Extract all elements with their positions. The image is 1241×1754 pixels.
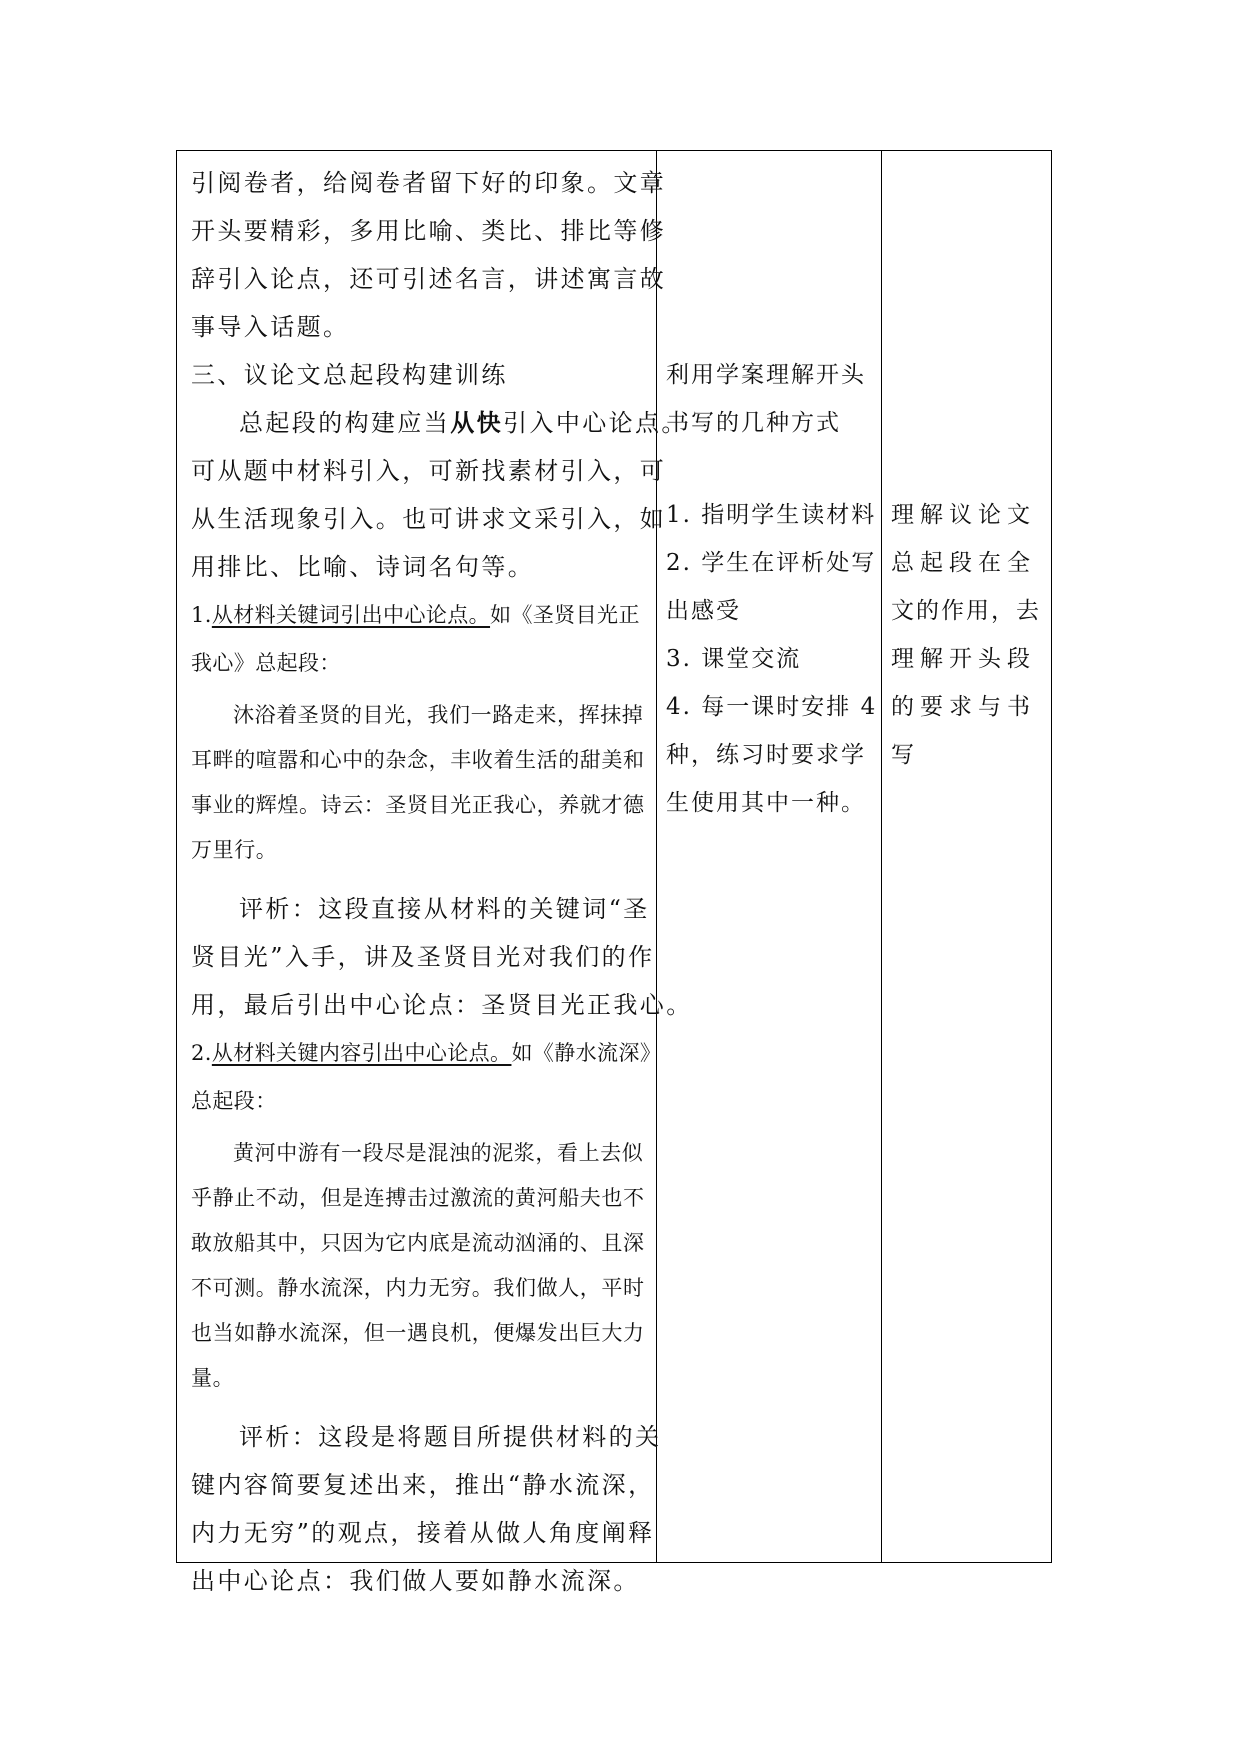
- activity-line: 书写的几种方式: [666, 410, 841, 436]
- activity-cell-steps: [666, 491, 876, 827]
- column-divider: [656, 151, 657, 1562]
- activity-line: 1. 指明学生读材料: [666, 502, 877, 528]
- analysis-line: 评析：这段是将题目所提供材料的关: [239, 1423, 662, 1451]
- example-line: 不可测。静水流深，内力无穷。我们做人，平时: [191, 1276, 645, 1300]
- intent-line: 的要求与书: [891, 694, 1036, 720]
- emphasis-text: 从快: [450, 408, 504, 437]
- design-intent-cell: [891, 491, 1041, 779]
- text-line: 可从题中材料引入，可新找素材引入，可: [191, 457, 667, 485]
- lesson-plan-table: [176, 150, 1052, 1595]
- activity-line: 出感受: [666, 598, 741, 624]
- activity-line: 2. 学生在评析处写: [666, 550, 877, 576]
- text-line: 事导入话题。: [191, 313, 350, 341]
- item-heading: 2.从材料关键内容引出中心论点。如《静水流深》: [191, 1041, 662, 1065]
- section-title: 三、议论文总起段构建训练: [191, 361, 508, 389]
- text-line: 辞引入论点，还可引述名言，讲述寓言故: [191, 265, 667, 293]
- example-line: 量。: [191, 1366, 235, 1390]
- example-line: 黄河中游有一段尽是混浊的泥浆，看上去似: [233, 1141, 644, 1165]
- activity-line: 4. 每一课时安排 4: [666, 694, 878, 720]
- underlined-heading: 从材料关键词引出中心论点。: [211, 603, 491, 627]
- text-line: 总起段：: [191, 1089, 277, 1113]
- text-line: 总起段的构建应当从快引入中心论点。: [239, 408, 688, 437]
- intent-line: 总起段在全: [891, 550, 1036, 576]
- analysis-line: 评析：这段直接从材料的关键词“圣: [239, 895, 650, 923]
- example-line: 乎静止不动，但是连搏击过激流的黄河船夫也不: [191, 1186, 645, 1210]
- analysis-line: 内力无穷”的观点，接着从做人角度阐释: [191, 1519, 655, 1547]
- analysis-line: 用，最后引出中心论点：圣贤目光正我心。: [191, 991, 693, 1019]
- text-line: 引阅卷者，给阅卷者留下好的印象。文章: [191, 169, 667, 197]
- underlined-heading: 从材料关键内容引出中心论点。: [211, 1041, 512, 1065]
- text-line: 用排比、比喻、诗词名句等。: [191, 553, 535, 581]
- intent-line: 理解开头段: [891, 646, 1036, 672]
- text-line: 从生活现象引入。也可讲求文采引入，如: [191, 505, 667, 533]
- activity-line: 种，练习时要求学: [666, 742, 866, 768]
- intent-line: 理解议论文: [891, 502, 1036, 528]
- intent-line: 文的作用，去: [891, 598, 1041, 624]
- example-line: 耳畔的喧嚣和心中的杂念，丰收着生活的甜美和: [191, 748, 645, 772]
- column-divider: [881, 151, 882, 1562]
- example-line: 万里行。: [191, 838, 278, 862]
- activity-cell-top: [666, 351, 876, 447]
- activity-line: 生使用其中一种。: [666, 790, 866, 816]
- text-line: 开头要精彩，多用比喻、类比、排比等修: [191, 217, 667, 245]
- teaching-content-cell: [191, 159, 693, 1605]
- example-line: 敢放船其中，只因为它内底是流动汹涌的、且深: [191, 1231, 645, 1255]
- analysis-line: 出中心论点：我们做人要如静水流深。: [191, 1567, 640, 1595]
- activity-line: 利用学案理解开头: [666, 362, 866, 388]
- example-line: 沐浴着圣贤的目光，我们一路走来，挥抹掉: [233, 703, 644, 727]
- example-line: 事业的辉煌。诗云：圣贤目光正我心，养就才德: [191, 793, 645, 817]
- item-heading: 1.从材料关键词引出中心论点。如《圣贤目光正: [191, 603, 640, 627]
- text-line: 我心》总起段：: [191, 651, 341, 675]
- example-line: 也当如静水流深，但一遇良机，便爆发出巨大力: [191, 1321, 645, 1345]
- analysis-line: 贤目光”入手，讲及圣贤目光对我们的作: [191, 943, 655, 971]
- analysis-line: 键内容简要复述出来，推出“静水流深，: [191, 1471, 655, 1499]
- activity-line: 3. 课堂交流: [666, 646, 802, 672]
- intent-line: 写: [891, 742, 920, 768]
